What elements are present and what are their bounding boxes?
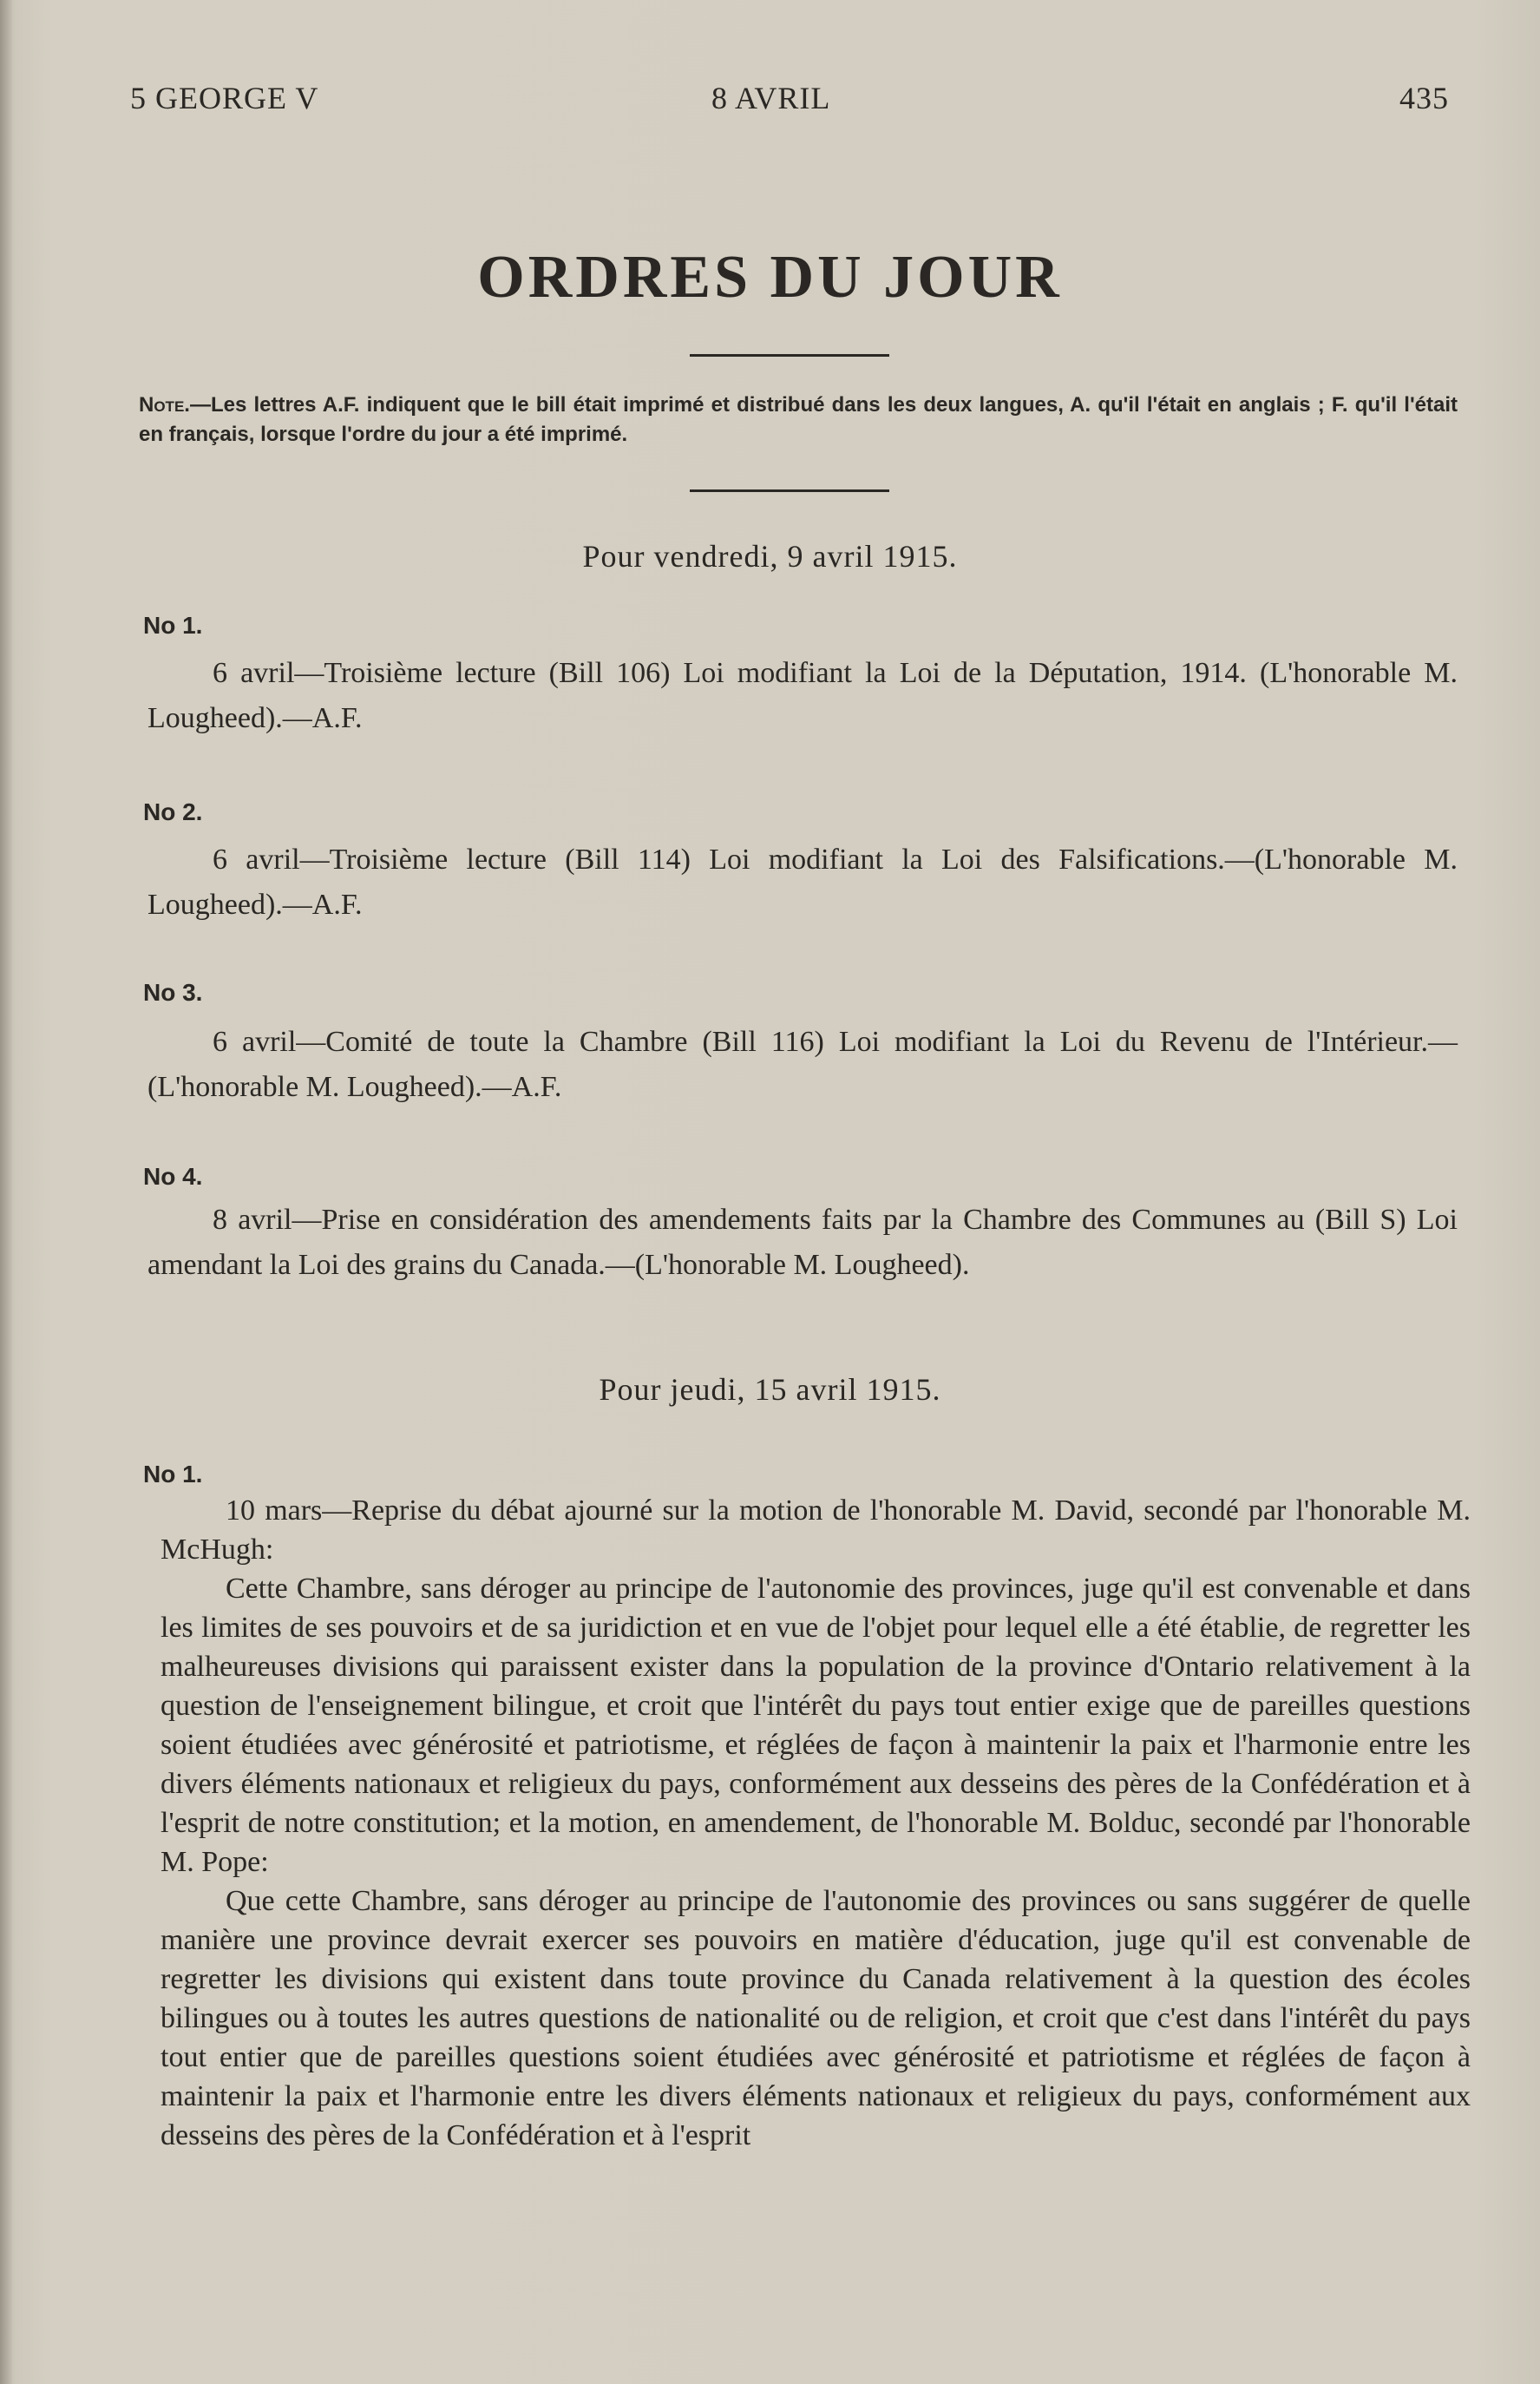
book-spine-shadow: [0, 0, 12, 2384]
debate-block: [161, 1491, 1471, 2155]
order-item-text: 6 avril—Comité de toute la Chambre (Bill 116) Loi modifiant la Loi du Revenu de l'Intérieur.—(L'honorable M. Lougheed).—A.F.: [147, 1026, 1458, 1103]
item-number: No 1.: [143, 1461, 203, 1488]
order-item-text: 6 avril—Troisième lecture (Bill 106) Loi modifiant la Loi de la Députation, 1914. (L'honorable M. Lougheed).—A.F.: [147, 657, 1458, 734]
header-date: 8 AVRIL: [711, 81, 831, 115]
divider-rule-top: [690, 354, 889, 357]
section-heading-friday: Pour vendredi, 9 avril 1915.: [582, 539, 958, 574]
debate-intro: 10 mars—Reprise du débat ajourné sur la motion de l'honorable M. David, secondé par l'honorable M. McHugh:: [161, 1494, 1471, 1566]
note-label: Note.: [139, 393, 190, 417]
page-number: 435: [1399, 81, 1449, 115]
note-paragraph: [139, 391, 1458, 450]
order-item-text: 6 avril—Troisième lecture (Bill 114) Loi modifiant la Loi des Falsifications.—(L'honorable M. Lougheed).—A.F.: [147, 844, 1458, 921]
divider-rule-bottom: [690, 489, 889, 492]
header-regnal-year: 5 GEORGE V: [130, 81, 319, 115]
motion-text: Cette Chambre, sans déroger au principe de l'autonomie des provinces, juge qu'il est convenable et dans les limites de ses pouvoirs et de sa juridiction et en vue de l'objet pour lequel elle a été établie, de regretter les malheureuses divisions qui paraissent exister dans la population de la province d'Ontario relativement à la question de l'enseignement bilingue, et croit que l'intérêt du pays tout entier exige que de pareilles questions soient étudiées avec générosité et patriotisme, et réglées de façon à maintenir la paix et l'harmonie entre les divers éléments nationaux et religieux du pays, conformément aux desseins des pères de la Confédération et à l'esprit de notre constitution; et la motion, en amendement, de l'honorable M. Bolduc, secondé par l'honorable M. Pope:: [161, 1573, 1471, 1878]
order-item-text: 8 avril—Prise en considération des amendements faits par la Chambre des Communes au (Bill S) Loi amendant la Loi des grains du Canada.—(L'honorable M. Lougheed).: [147, 1204, 1458, 1281]
section-heading-thursday: Pour jeudi, 15 avril 1915.: [599, 1372, 941, 1407]
item-number: No 4.: [143, 1163, 203, 1190]
page-title: ORDRES DU JOUR: [477, 244, 1063, 311]
item-number: No 1.: [143, 612, 203, 639]
amendment-text: Que cette Chambre, sans déroger au principe de l'autonomie des provinces ou sans suggérer de quelle manière une province devrait exercer ses pouvoirs en matière d'éducation, juge qu'il est convenable de regretter les divisions qui existent dans toute province du Canada relativement à la question des écoles bilingues ou à toutes les autres questions de nationalité ou de religion, et croit que c'est dans l'intérêt du pays tout entier que de pareilles questions soient étudiées avec générosité et patriotisme et réglées de façon à maintenir la paix et l'harmonie entre les divers éléments nationaux et religieux du pays, conformément aux desseins des pères de la Confédération et à l'esprit: [161, 1885, 1471, 2151]
running-header: [130, 80, 1449, 123]
item-number: No 2.: [143, 798, 203, 825]
item-number: No 3.: [143, 979, 203, 1006]
note-text: —Les lettres A.F. indiquent que le bill était imprimé et distribué dans les deux langues, A. qu'il l'était en anglais ; F. qu'il l'était en français, lorsque l'ordre du jour a été imprimé.: [139, 393, 1458, 446]
